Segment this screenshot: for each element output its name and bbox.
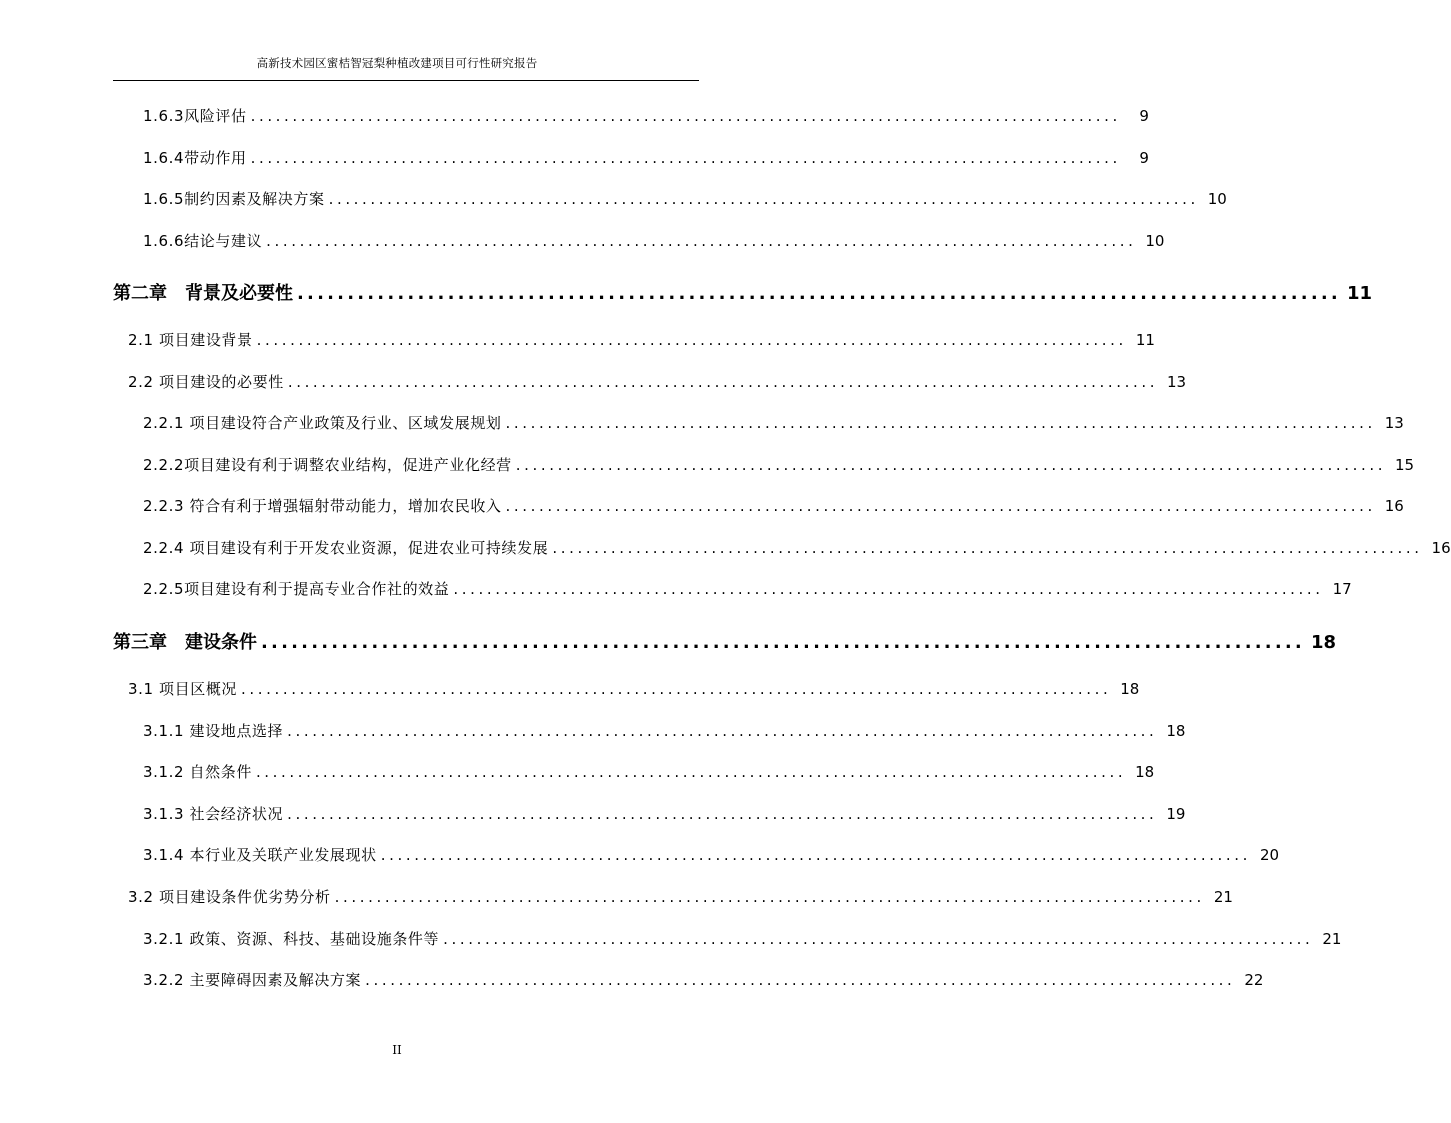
toc-leader-dots: ........................................................................................................ xyxy=(241,680,1112,698)
toc-entry-3-1-1[interactable] xyxy=(143,720,1186,744)
toc-chapter-label: 第二章 背景及必要性 xyxy=(113,283,293,304)
toc-entry-label: 3.2.2 主要障碍因素及解决方案 xyxy=(143,971,362,989)
toc-entry-label: 3.2.1 政策、资源、科技、基础设施条件等 xyxy=(143,930,440,948)
toc-entry-page: 21 xyxy=(1213,888,1233,906)
toc-chapter-page: 18 xyxy=(1310,632,1337,653)
toc-leader-dots: ........................................................................................................ xyxy=(287,373,1159,391)
toc-leader-dots: ........................................................................................................ xyxy=(328,190,1199,208)
toc-entry-3-2-1[interactable] xyxy=(143,928,1342,952)
toc-chapter-page: 11 xyxy=(1346,283,1373,304)
toc-entry-page: 18 xyxy=(1120,680,1140,698)
toc-entry-3-1-4[interactable] xyxy=(143,844,1280,868)
toc-leader-dots: ........................................................................................................ xyxy=(505,414,1376,432)
toc-entry-2-2-5[interactable] xyxy=(143,578,1352,602)
toc-entry-3-1-3[interactable] xyxy=(143,803,1186,827)
toc-entry-3-2-2[interactable] xyxy=(143,969,1264,993)
toc-entry-page: 13 xyxy=(1384,414,1404,432)
toc-entry-label: 3.1.3 社会经济状况 xyxy=(143,805,284,823)
toc-entry-2-1[interactable] xyxy=(128,329,1155,353)
toc-entry-page: 18 xyxy=(1135,763,1155,781)
toc-leader-dots: ........................................................................................................ xyxy=(266,232,1137,250)
toc-entry-label: 3.1.4 本行业及关联产业发展现状 xyxy=(143,846,377,864)
toc-entry-label: 2.1 项目建设背景 xyxy=(128,331,253,349)
toc-entry-page: 11 xyxy=(1135,331,1155,349)
toc-entry-page: 22 xyxy=(1244,971,1264,989)
toc-entry-2-2[interactable] xyxy=(128,371,1187,395)
toc-entry-label: 2.2.1 项目建设符合产业政策及行业、区域发展规划 xyxy=(143,414,502,432)
toc-leader-dots: ........................................................................................................ xyxy=(552,539,1423,557)
toc-entry-2-2-1[interactable] xyxy=(143,412,1404,436)
toc-entry-2-2-3[interactable] xyxy=(143,495,1404,519)
toc-leader-dots: ........................................................................................................ xyxy=(255,763,1127,781)
toc-entry-2-2-2[interactable] xyxy=(143,454,1415,478)
toc-entry-page: 9 xyxy=(1139,149,1149,167)
toc-entry-label: 2.2.4 项目建设有利于开发农业资源，促进农业可持续发展 xyxy=(143,539,549,557)
toc-entry-1-6-6[interactable] xyxy=(143,230,1165,254)
toc-entry-label: 2.2.2项目建设有利于调整农业结构，促进产业化经营 xyxy=(143,456,512,474)
toc-leader-dots: ........................................................................................................ xyxy=(380,846,1252,864)
toc-entry-label: 1.6.6结论与建议 xyxy=(143,232,263,250)
toc-leader-dots: ........................................................................................................ xyxy=(365,971,1236,989)
toc-entry-label: 3.1.2 自然条件 xyxy=(143,763,252,781)
toc-chapter-2[interactable] xyxy=(113,279,1373,304)
toc-entry-page: 10 xyxy=(1145,232,1165,250)
toc-leader-dots: ........................................................................................................ xyxy=(250,149,1121,167)
toc-entry-1-6-4[interactable] xyxy=(143,147,1149,171)
toc-leader-dots: ........................................................................................................ xyxy=(287,805,1158,823)
toc-leader-dots: ........................................................................................................ xyxy=(515,456,1387,474)
toc-entry-page: 18 xyxy=(1166,722,1186,740)
page-number: II xyxy=(392,1043,402,1057)
toc-leader-dots: ........................................................................................................ xyxy=(261,632,1305,653)
toc-entry-page: 10 xyxy=(1207,190,1227,208)
toc-entry-page: 16 xyxy=(1384,497,1404,515)
toc-entry-label: 2.2.3 符合有利于增强辐射带动能力，增加农民收入 xyxy=(143,497,502,515)
toc-entry-2-2-4[interactable] xyxy=(143,537,1451,561)
toc-entry-1-6-5[interactable] xyxy=(143,188,1227,212)
toc-entry-page: 16 xyxy=(1431,539,1451,557)
toc-entry-page: 9 xyxy=(1139,107,1149,125)
toc-leader-dots: ........................................................................................................ xyxy=(453,580,1324,598)
toc-entry-label: 3.1 项目区概况 xyxy=(128,680,238,698)
page-header-title: 高新技术园区蜜桔智冠梨种植改建项目可行性研究报告 xyxy=(256,56,538,70)
toc-entry-page: 20 xyxy=(1259,846,1280,864)
toc-leader-dots: ........................................................................................................ xyxy=(505,497,1376,515)
toc-chapter-3[interactable] xyxy=(113,628,1337,653)
toc-leader-dots: ........................................................................................................ xyxy=(256,331,1127,349)
toc-entry-page: 19 xyxy=(1166,805,1186,823)
toc-entry-label: 1.6.3风险评估 xyxy=(143,107,247,125)
toc-chapter-label: 第三章 建设条件 xyxy=(113,632,257,653)
toc-entry-label: 2.2.5项目建设有利于提高专业合作社的效益 xyxy=(143,580,450,598)
toc-entry-label: 2.2 项目建设的必要性 xyxy=(128,373,284,391)
toc-leader-dots: ........................................................................................................ xyxy=(443,930,1314,948)
toc-entry-page: 21 xyxy=(1322,930,1342,948)
toc-leader-dots: ........................................................................................................ xyxy=(334,888,1205,906)
toc-entry-3-2[interactable] xyxy=(128,886,1233,910)
toc-entry-label: 1.6.4带动作用 xyxy=(143,149,247,167)
toc-entry-page: 15 xyxy=(1394,456,1415,474)
toc-entry-page: 13 xyxy=(1167,373,1187,391)
toc-entry-page: 17 xyxy=(1332,580,1352,598)
toc-leader-dots: ........................................................................................................ xyxy=(287,722,1158,740)
toc-entry-label: 1.6.5制约因素及解决方案 xyxy=(143,190,325,208)
toc-entry-3-1[interactable] xyxy=(128,678,1140,702)
toc-entry-1-6-3[interactable] xyxy=(143,105,1149,129)
toc-leader-dots: ........................................................................................................ xyxy=(297,283,1341,304)
toc-entry-3-1-2[interactable] xyxy=(143,761,1155,785)
toc-entry-label: 3.1.1 建设地点选择 xyxy=(143,722,284,740)
toc-leader-dots: ........................................................................................................ xyxy=(250,107,1121,125)
toc-entry-label: 3.2 项目建设条件优劣势分析 xyxy=(128,888,331,906)
